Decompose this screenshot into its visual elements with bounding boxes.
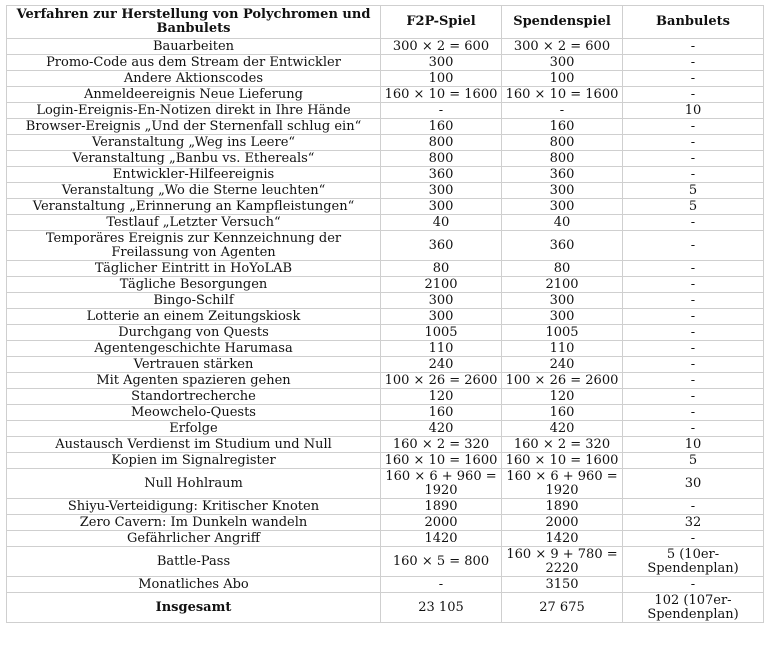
table-row bbox=[7, 531, 764, 547]
donation-cell: 360 bbox=[502, 231, 623, 261]
polychrome-sources-table bbox=[6, 5, 764, 623]
total-row bbox=[7, 593, 764, 623]
total-f2p: 23 105 bbox=[381, 593, 502, 623]
banbulets-cell: - bbox=[623, 421, 764, 437]
banbulets-cell: 5 bbox=[623, 183, 764, 199]
f2p-cell: 100 × 26 = 2600 bbox=[381, 373, 502, 389]
method-cell: Erfolge bbox=[7, 421, 381, 437]
donation-cell: 160 × 10 = 1600 bbox=[502, 87, 623, 103]
method-cell: Null Hohlraum bbox=[7, 469, 381, 499]
banbulets-cell: - bbox=[623, 277, 764, 293]
banbulets-cell: 10 bbox=[623, 103, 764, 119]
method-cell: Bauarbeiten bbox=[7, 39, 381, 55]
method-cell: Meowchelo-Quests bbox=[7, 405, 381, 421]
table-row bbox=[7, 309, 764, 325]
table-row bbox=[7, 437, 764, 453]
table-row bbox=[7, 357, 764, 373]
method-cell: Browser-Ereignis „Und der Sternenfall schlug ein“ bbox=[7, 119, 381, 135]
donation-cell: 160 × 9 + 780 = 2220 bbox=[502, 547, 623, 577]
banbulets-cell: - bbox=[623, 389, 764, 405]
method-cell: Austausch Verdienst im Studium und Null bbox=[7, 437, 381, 453]
table-row bbox=[7, 215, 764, 231]
f2p-cell: 300 bbox=[381, 293, 502, 309]
method-cell: Vertrauen stärken bbox=[7, 357, 381, 373]
banbulets-cell: - bbox=[623, 405, 764, 421]
donation-cell: 110 bbox=[502, 341, 623, 357]
method-cell: Gefährlicher Angriff bbox=[7, 531, 381, 547]
method-cell: Mit Agenten spazieren gehen bbox=[7, 373, 381, 389]
table-row bbox=[7, 421, 764, 437]
table-row bbox=[7, 103, 764, 119]
method-cell: Lotterie an einem Zeitungskiosk bbox=[7, 309, 381, 325]
banbulets-cell: - bbox=[623, 231, 764, 261]
f2p-cell: - bbox=[381, 103, 502, 119]
donation-cell: 160 bbox=[502, 405, 623, 421]
f2p-cell: 300 bbox=[381, 183, 502, 199]
banbulets-cell: - bbox=[623, 87, 764, 103]
method-cell: Veranstaltung „Erinnerung an Kampfleistungen“ bbox=[7, 199, 381, 215]
f2p-cell: 120 bbox=[381, 389, 502, 405]
donation-cell: 1890 bbox=[502, 499, 623, 515]
table-row bbox=[7, 277, 764, 293]
method-cell: Bingo-Schilf bbox=[7, 293, 381, 309]
donation-cell: 800 bbox=[502, 151, 623, 167]
method-cell: Durchgang von Quests bbox=[7, 325, 381, 341]
banbulets-cell: - bbox=[623, 531, 764, 547]
donation-cell: 160 × 10 = 1600 bbox=[502, 453, 623, 469]
donation-cell: 160 bbox=[502, 119, 623, 135]
f2p-cell: 160 × 5 = 800 bbox=[381, 547, 502, 577]
f2p-cell: 2100 bbox=[381, 277, 502, 293]
header-f2p: F2P-Spiel bbox=[381, 6, 502, 39]
banbulets-cell: 30 bbox=[623, 469, 764, 499]
banbulets-cell: - bbox=[623, 261, 764, 277]
f2p-cell: 300 bbox=[381, 199, 502, 215]
donation-cell: 300 bbox=[502, 293, 623, 309]
banbulets-cell: - bbox=[623, 577, 764, 593]
total-label: Insgesamt bbox=[7, 593, 381, 623]
donation-cell: 300 bbox=[502, 55, 623, 71]
f2p-cell: 160 × 10 = 1600 bbox=[381, 453, 502, 469]
header-method: Verfahren zur Herstellung von Polychromen und Banbulets bbox=[7, 6, 381, 39]
f2p-cell: 160 × 2 = 320 bbox=[381, 437, 502, 453]
f2p-cell: 160 × 6 + 960 = 1920 bbox=[381, 469, 502, 499]
donation-cell: 1420 bbox=[502, 531, 623, 547]
donation-cell: 120 bbox=[502, 389, 623, 405]
method-cell: Tägliche Besorgungen bbox=[7, 277, 381, 293]
banbulets-cell: - bbox=[623, 215, 764, 231]
table-body bbox=[7, 39, 764, 593]
table-row bbox=[7, 389, 764, 405]
table-row bbox=[7, 499, 764, 515]
f2p-cell: 1005 bbox=[381, 325, 502, 341]
donation-cell: 300 bbox=[502, 183, 623, 199]
table-wrapper bbox=[6, 5, 763, 623]
table-row bbox=[7, 261, 764, 277]
method-cell: Zero Cavern: Im Dunkeln wandeln bbox=[7, 515, 381, 531]
banbulets-cell: - bbox=[623, 151, 764, 167]
f2p-cell: 300 bbox=[381, 55, 502, 71]
f2p-cell: 80 bbox=[381, 261, 502, 277]
header-banbulets: Banbulets bbox=[623, 6, 764, 39]
donation-cell: 2000 bbox=[502, 515, 623, 531]
f2p-cell: 1890 bbox=[381, 499, 502, 515]
donation-cell: 80 bbox=[502, 261, 623, 277]
table-row bbox=[7, 405, 764, 421]
donation-cell: 240 bbox=[502, 357, 623, 373]
f2p-cell: 360 bbox=[381, 167, 502, 183]
table-row bbox=[7, 167, 764, 183]
donation-cell: 160 × 6 + 960 = 1920 bbox=[502, 469, 623, 499]
table-row bbox=[7, 71, 764, 87]
donation-cell: 300 bbox=[502, 309, 623, 325]
f2p-cell: 110 bbox=[381, 341, 502, 357]
banbulets-cell: - bbox=[623, 373, 764, 389]
total-donation: 27 675 bbox=[502, 593, 623, 623]
method-cell: Veranstaltung „Wo die Sterne leuchten“ bbox=[7, 183, 381, 199]
method-cell: Testlauf „Letzter Versuch“ bbox=[7, 215, 381, 231]
donation-cell: 2100 bbox=[502, 277, 623, 293]
banbulets-cell: 5 bbox=[623, 453, 764, 469]
table-row bbox=[7, 135, 764, 151]
table-row bbox=[7, 293, 764, 309]
f2p-cell: 240 bbox=[381, 357, 502, 373]
banbulets-cell: - bbox=[623, 357, 764, 373]
donation-cell: 40 bbox=[502, 215, 623, 231]
donation-cell: - bbox=[502, 103, 623, 119]
table-row bbox=[7, 87, 764, 103]
table-row bbox=[7, 183, 764, 199]
table-row bbox=[7, 325, 764, 341]
method-cell: Entwickler-Hilfeereignis bbox=[7, 167, 381, 183]
banbulets-cell: - bbox=[623, 341, 764, 357]
f2p-cell: 800 bbox=[381, 151, 502, 167]
method-cell: Battle-Pass bbox=[7, 547, 381, 577]
f2p-cell: 40 bbox=[381, 215, 502, 231]
method-cell: Kopien im Signalregister bbox=[7, 453, 381, 469]
f2p-cell: 100 bbox=[381, 71, 502, 87]
header-row bbox=[7, 6, 764, 39]
donation-cell: 160 × 2 = 320 bbox=[502, 437, 623, 453]
donation-cell: 100 bbox=[502, 71, 623, 87]
table-row bbox=[7, 341, 764, 357]
method-cell: Täglicher Eintritt in HoYoLAB bbox=[7, 261, 381, 277]
donation-cell: 420 bbox=[502, 421, 623, 437]
banbulets-cell: 10 bbox=[623, 437, 764, 453]
banbulets-cell: - bbox=[623, 167, 764, 183]
f2p-cell: 160 bbox=[381, 119, 502, 135]
table-row bbox=[7, 231, 764, 261]
table-row bbox=[7, 577, 764, 593]
method-cell: Temporäres Ereignis zur Kennzeichnung der Freilassung von Agenten bbox=[7, 231, 381, 261]
method-cell: Veranstaltung „Banbu vs. Ethereals“ bbox=[7, 151, 381, 167]
donation-cell: 1005 bbox=[502, 325, 623, 341]
table-row bbox=[7, 119, 764, 135]
table-row bbox=[7, 151, 764, 167]
banbulets-cell: - bbox=[623, 499, 764, 515]
method-cell: Andere Aktionscodes bbox=[7, 71, 381, 87]
method-cell: Agentengeschichte Harumasa bbox=[7, 341, 381, 357]
f2p-cell: 1420 bbox=[381, 531, 502, 547]
banbulets-cell: 5 (10er-Spendenplan) bbox=[623, 547, 764, 577]
method-cell: Veranstaltung „Weg ins Leere“ bbox=[7, 135, 381, 151]
banbulets-cell: - bbox=[623, 119, 764, 135]
f2p-cell: 2000 bbox=[381, 515, 502, 531]
table-row bbox=[7, 515, 764, 531]
banbulets-cell: - bbox=[623, 39, 764, 55]
f2p-cell: - bbox=[381, 577, 502, 593]
table-row bbox=[7, 55, 764, 71]
donation-cell: 3150 bbox=[502, 577, 623, 593]
header-donation: Spendenspiel bbox=[502, 6, 623, 39]
f2p-cell: 300 × 2 = 600 bbox=[381, 39, 502, 55]
banbulets-cell: 32 bbox=[623, 515, 764, 531]
f2p-cell: 300 bbox=[381, 309, 502, 325]
method-cell: Shiyu-Verteidigung: Kritischer Knoten bbox=[7, 499, 381, 515]
f2p-cell: 360 bbox=[381, 231, 502, 261]
method-cell: Standortrecherche bbox=[7, 389, 381, 405]
f2p-cell: 420 bbox=[381, 421, 502, 437]
banbulets-cell: - bbox=[623, 55, 764, 71]
table-row bbox=[7, 373, 764, 389]
donation-cell: 300 × 2 = 600 bbox=[502, 39, 623, 55]
total-banbulets: 102 (107er-Spendenplan) bbox=[623, 593, 764, 623]
method-cell: Anmeldeereignis Neue Lieferung bbox=[7, 87, 381, 103]
banbulets-cell: - bbox=[623, 293, 764, 309]
donation-cell: 100 × 26 = 2600 bbox=[502, 373, 623, 389]
banbulets-cell: - bbox=[623, 135, 764, 151]
banbulets-cell: - bbox=[623, 325, 764, 341]
method-cell: Promo-Code aus dem Stream der Entwickler bbox=[7, 55, 381, 71]
table-row bbox=[7, 199, 764, 215]
donation-cell: 800 bbox=[502, 135, 623, 151]
table-row bbox=[7, 39, 764, 55]
table-row bbox=[7, 547, 764, 577]
donation-cell: 300 bbox=[502, 199, 623, 215]
banbulets-cell: 5 bbox=[623, 199, 764, 215]
method-cell: Login-Ereignis-En-Notizen direkt in Ihre Hände bbox=[7, 103, 381, 119]
table-row bbox=[7, 453, 764, 469]
donation-cell: 360 bbox=[502, 167, 623, 183]
method-cell: Monatliches Abo bbox=[7, 577, 381, 593]
banbulets-cell: - bbox=[623, 71, 764, 87]
banbulets-cell: - bbox=[623, 309, 764, 325]
f2p-cell: 160 × 10 = 1600 bbox=[381, 87, 502, 103]
table-row bbox=[7, 469, 764, 499]
f2p-cell: 800 bbox=[381, 135, 502, 151]
f2p-cell: 160 bbox=[381, 405, 502, 421]
